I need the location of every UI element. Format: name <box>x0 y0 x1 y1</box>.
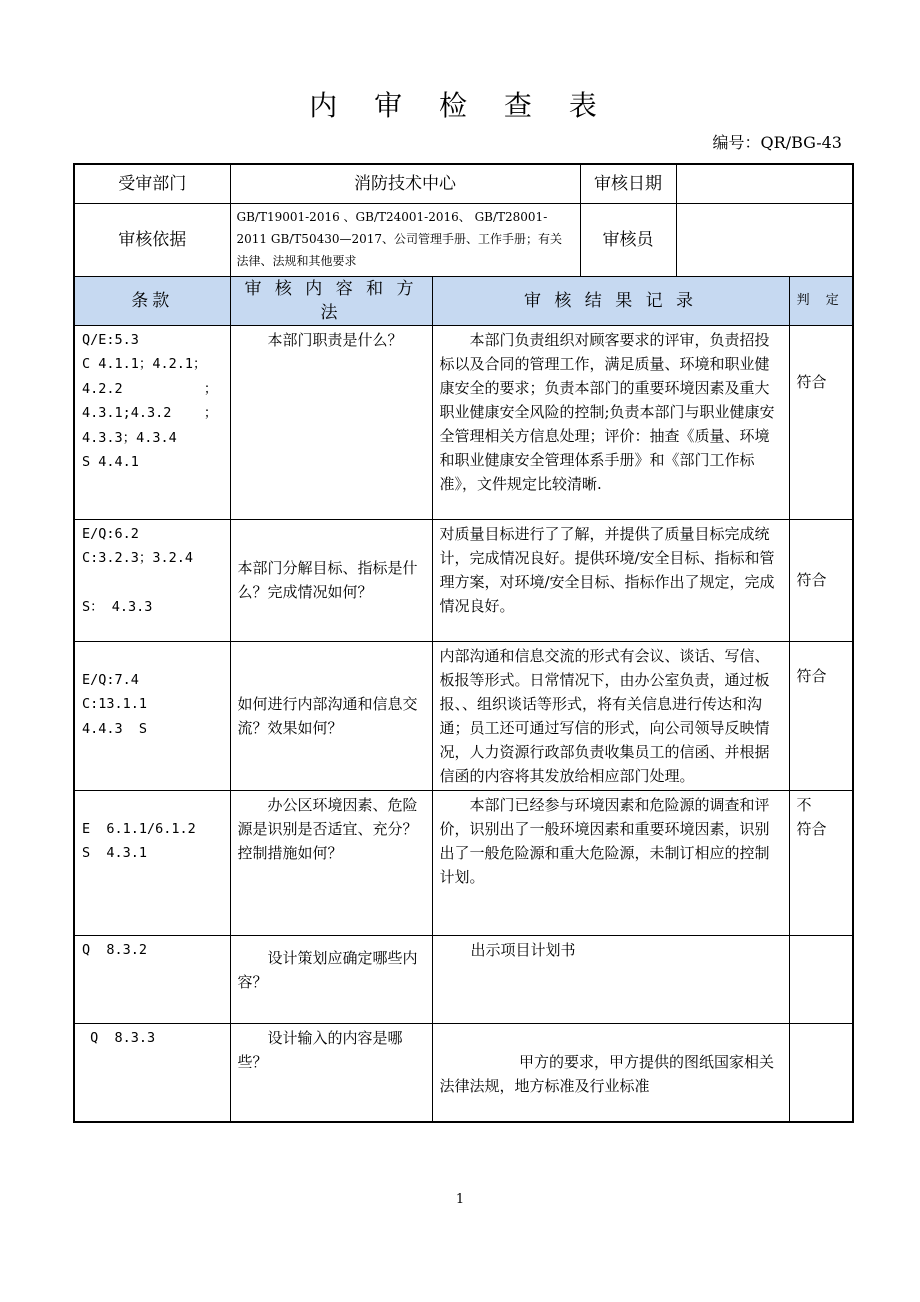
table-row <box>74 641 853 790</box>
judgement-cell: 符合 <box>789 519 853 641</box>
clause-line: 4.4.3 S <box>82 720 148 737</box>
judgement-cell <box>789 1023 853 1122</box>
clause-line: S 4.3.1 <box>82 845 148 861</box>
judgement-cell: 符合 <box>789 641 853 790</box>
clause-cell <box>74 935 230 1023</box>
page-title: 内 审 检 查 表 <box>309 89 611 122</box>
clause-line: E/Q:7.4 <box>82 671 139 688</box>
clause-line: 4.3.1;4.3.2 ； <box>82 405 218 421</box>
auditor-value <box>676 203 853 276</box>
basis-value: GB/T19001-2016 、GB/T24001-2016、 GB/T28001-2011 GB/T50430—2017、公司管理手册、工作手册；有关法律、法规和其他要求 <box>230 203 580 276</box>
content-cell: 本部门职责是什么？ <box>230 325 432 519</box>
info-row-basis <box>74 203 853 276</box>
table-row <box>74 1023 853 1122</box>
clause-line: 4.3.3；4.3.4 <box>82 429 177 446</box>
content-cell: 本部门分解目标、指标是什么？完成情况如何？ <box>230 519 432 641</box>
clause-cell <box>74 519 230 641</box>
clause-line: C 4.1.1；4.2.1； <box>82 356 207 372</box>
judgement-cell <box>789 935 853 1023</box>
table-row <box>74 790 853 935</box>
content-cell: 设计策划应确定哪些内容？ <box>230 935 432 1023</box>
header-clause: 条款 <box>74 276 230 325</box>
result-cell: 本部门负责组织对顾客要求的评审，负责招投标以及合同的管理工作，满足质量、环境和职业健康安全的要求；负责本部门的重要环境因素及重大职业健康安全风险的控制;负责本部门与职业健康安全管理相关方信息处理；评价：抽查《质量、环境和职业健康安全管理体系手册》和《部门工作标准》，文件规定比较清晰. <box>432 325 789 519</box>
clause-line: S： 4.3.3 <box>82 598 153 615</box>
table-header-row <box>74 276 853 325</box>
basis-label: 审核依据 <box>74 203 230 276</box>
clause-cell <box>74 641 230 790</box>
content-cell: 设计输入的内容是哪些？ <box>230 1023 432 1122</box>
clause-line: Q/E:5.3 <box>82 331 139 348</box>
table-row <box>74 519 853 641</box>
document-number: 编号：QR/BG-43 <box>712 133 842 152</box>
clause-line <box>82 571 223 595</box>
dept-label: 受审部门 <box>74 164 230 203</box>
result-cell: 对质量目标进行了了解，并提供了质量目标完成统计，完成情况良好。提供环境/安全目标、指标和管理方案，对环境/安全目标、指标作出了规定，完成情况良好。 <box>432 519 789 641</box>
judgement-cell: 不 符合 <box>789 790 853 935</box>
result-cell: 出示项目计划书 <box>432 935 789 1023</box>
clause-cell <box>74 790 230 935</box>
header-result: 审 核 结 果 记 录 <box>432 276 789 325</box>
result-cell: 内部沟通和信息交流的形式有会议、谈话、写信、板报等形式。日常情况下，由办公室负责，通过板报、、组织谈话等形式，将有关信息进行传达和沟通；员工还可通过写信的形式，向公司领导反映情况，人力资源行政部负责收集员工的信函、并根据信函的内容将其发放给相应部门处理。 <box>432 641 789 790</box>
result-cell: 甲方的要求，甲方提供的图纸国家相关法律法规，地方标准及行业标准 <box>432 1023 789 1122</box>
table-row <box>74 325 853 519</box>
auditor-label: 审核员 <box>580 203 676 276</box>
clause-line: Q 8.3.2 <box>82 941 148 958</box>
info-row-department <box>74 164 853 203</box>
result-cell: 本部门已经参与环境因素和危险源的调查和评价，识别出了一般环境因素和重要环境因素，识别出了一般危险源和重大危险源，未制订相应的控制计划。 <box>432 790 789 935</box>
clause-line: E 6.1.1/6.1.2 <box>82 820 196 837</box>
header-judgement: 判 定 <box>789 276 853 325</box>
clause-line: E/Q:6.2 <box>82 525 139 542</box>
dept-value: 消防技术中心 <box>230 164 580 203</box>
clause-line: 4.2.2 ； <box>82 380 218 397</box>
audit-table <box>73 163 854 1123</box>
clause-line: C:13.1.1 <box>82 696 148 712</box>
clause-line: C:3.2.3；3.2.4 <box>82 550 194 566</box>
clause-line: Q 8.3.3 <box>82 1029 156 1046</box>
clause-line: S 4.4.1 <box>82 454 139 470</box>
content-cell: 办公区环境因素、危险源是识别是否适宜、充分？控制措施如何？ <box>230 790 432 935</box>
date-value <box>676 164 853 203</box>
content-cell: 如何进行内部沟通和信息交流？效果如何？ <box>230 641 432 790</box>
date-label: 审核日期 <box>580 164 676 203</box>
judgement-cell: 符合 <box>789 325 853 519</box>
clause-cell <box>74 325 230 519</box>
header-content: 审 核 内 容 和 方 法 <box>230 276 432 325</box>
clause-cell <box>74 1023 230 1122</box>
table-row <box>74 935 853 1023</box>
page-number: 1 <box>455 1192 465 1207</box>
